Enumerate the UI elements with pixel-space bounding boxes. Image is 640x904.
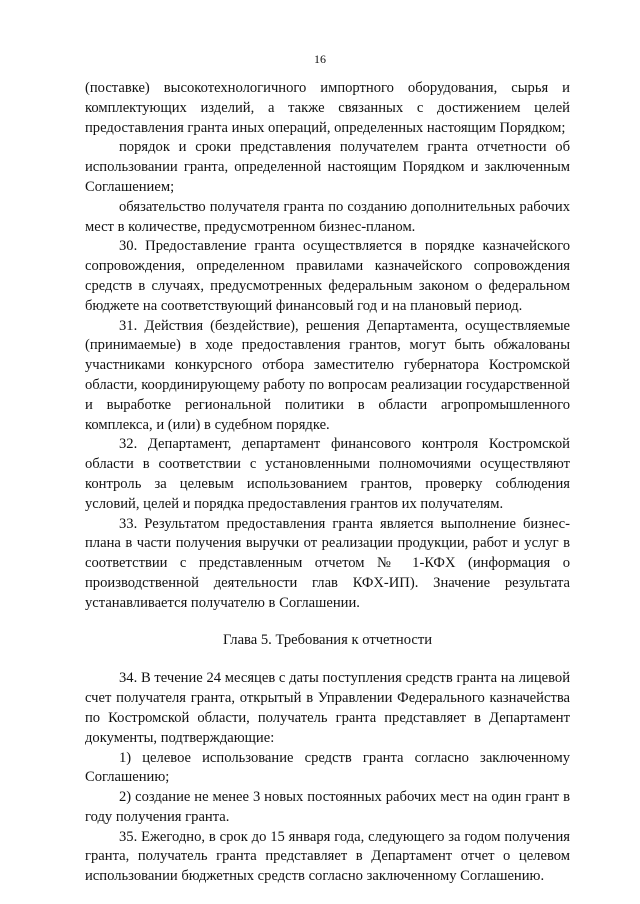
paragraph-31: 31. Действия (бездействие), решения Департамента, осуществляемые (принимаемые) в ходе предоставления грантов, могут быть обжалованы участниками конкурсного отбора заместителю губернатора Костромской области, координирующему работу по вопросам реализации государственной и выработке региональной политики в области агропромышленного комплекса, и (или) в судебном порядке. (85, 317, 570, 433)
paragraph-34-item-1: 1) целевое использование средств гранта согласно заключенному Соглашению; (85, 749, 570, 786)
paragraph-35: 35. Ежегодно, в срок до 15 января года, следующего за годом получения гранта, получатель гранта представляет в Департамент отчет о целевом использовании бюджетных средств согласно заключенному Соглашению. (85, 828, 570, 885)
page-number: 16 (314, 52, 326, 66)
paragraph-reporting-terms: порядок и сроки представления получателем гранта отчетности об использовании гранта, определенной настоящим Порядком и заключенным Соглашением; (85, 139, 570, 195)
paragraph-jobs-obligation: обязательство получателя гранта по созданию дополнительных рабочих мест в количестве, предусмотренном бизнес-планом. (85, 198, 570, 235)
chapter-heading: Глава 5. Требования к отчетности (222, 631, 433, 648)
paragraph-30: 30. Предоставление гранта осуществляется в порядке казначейского сопровождения, определенном правилами казначейского сопровождения средств в случаях, предусмотренных федеральным законом о федеральном бюджете на соответствующий финансовый год и на плановый период. (85, 238, 570, 314)
document-body (85, 79, 570, 887)
paragraph-continuation: (поставке) высокотехнологичного импортного оборудования, сырья и комплектующих изделий, а также связанных с достижением целей предоставления гранта иных операций, определенных настоящим Порядком; (85, 80, 570, 136)
paragraph-34: 34. В течение 24 месяцев с даты поступления средств гранта на лицевой счет получателя гранта, открытый в Управлении Федерального казначейства по Костромской области, получатель гранта представляет в Департамент документы, подтверждающие: (85, 670, 570, 746)
paragraph-32: 32. Департамент, департамент финансового контроля Костромской области в соответствии с установленными полномочиями осуществляют контроль за целевым использованием грантов, проверку соблюдения условий, целей и порядка предоставления грантов их получателям. (85, 436, 570, 512)
paragraph-34-item-2: 2) создание не менее 3 новых постоянных рабочих мест на один грант в году получения гранта. (85, 789, 570, 825)
paragraph-33: 33. Результатом предоставления гранта является выполнение бизнес-плана в части получения выручки от реализации продукции, работ и услуг в соответствии с представленным отчетом № 1-КФХ (информация о производственной деятельности глав КФХ-ИП). Значение результата устанавливается получателю в Соглашении. (85, 515, 570, 611)
